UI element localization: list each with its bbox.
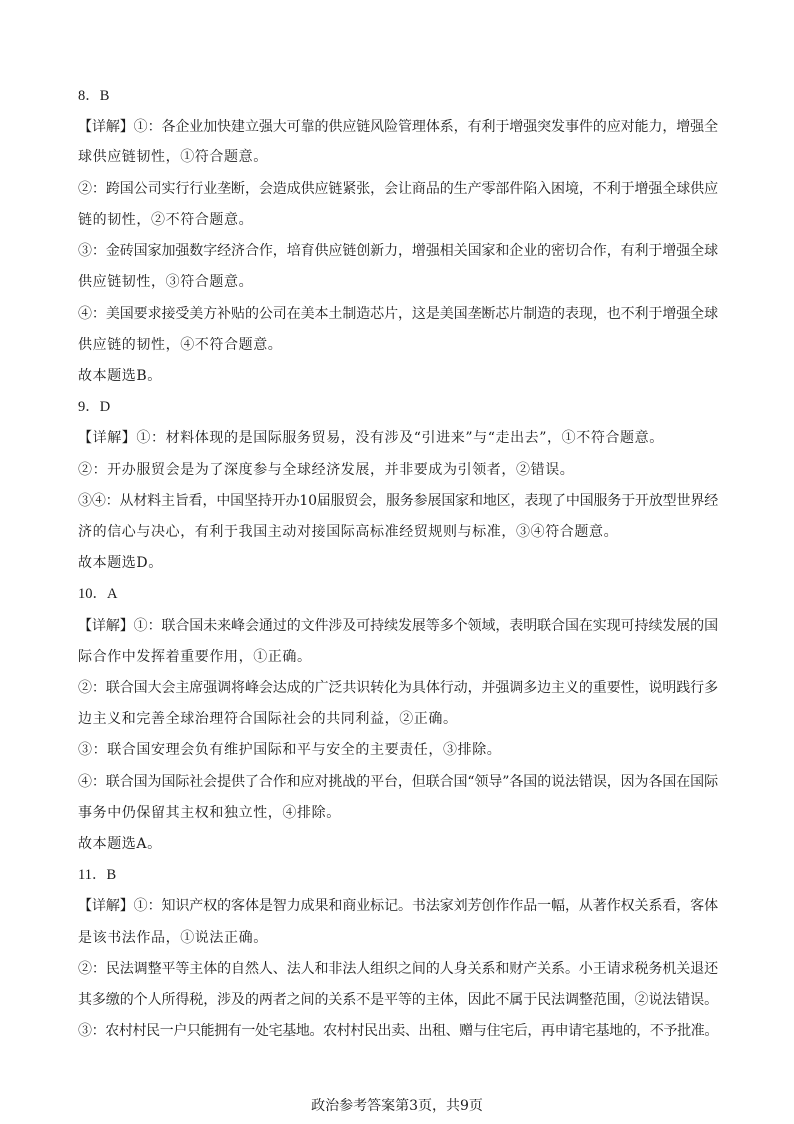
question-8-line-2: 球供应链韧性，①符合题意。 bbox=[78, 149, 268, 165]
question-8-line-4: 链的韧性，②不符合题意。 bbox=[78, 212, 254, 228]
question-10-line-2: 际合作中发挥着重要作用，①正确。 bbox=[78, 649, 312, 665]
question-10-line-7: 事务中仍保留其主权和独立性，④排除。 bbox=[78, 805, 341, 821]
question-8-line-7: ④：美国要求接受美方补贴的公司在美本土制造芯片，这是美国垄断芯片制造的表现，也不利于增强全球 bbox=[78, 306, 718, 322]
question-10-line-5: ③：联合国安理会负有维护国际和平与安全的主要责任，③排除。 bbox=[78, 742, 502, 758]
question-9-line-1: 【详解】①：材料体现的是国际服务贸易，没有涉及“引进来”与“走出去”，①不符合题意。 bbox=[78, 430, 664, 446]
question-10-line-1: 【详解】①：联合国未来峰会通过的文件涉及可持续发展等多个领域，表明联合国在实现可持续发展的国 bbox=[78, 618, 718, 634]
question-8-number: 8．B bbox=[78, 88, 110, 104]
question-9-line-4: 济的信心与决心，有利于我国主动对接国际高标准经贸规则与标准，③④符合题意。 bbox=[78, 524, 619, 540]
question-11-line-1: 【详解】①：知识产权的客体是智力成果和商业标记。书法家刘芳创作作品一幅，从著作权关系看，客体 bbox=[78, 898, 718, 914]
question-9-number: 9．D bbox=[78, 399, 111, 415]
question-11-line-4: 其多缴的个人所得税，涉及的两者之间的关系不是平等的主体，因此不属于民法调整范围，②说法错误。 bbox=[78, 992, 718, 1008]
question-10-line-3: ②：联合国大会主席强调将峰会达成的广泛共识转化为具体行动，并强调多边主义的重要性，说明践行多 bbox=[78, 680, 718, 696]
question-10-conclusion: 故本题选A。 bbox=[78, 836, 162, 852]
question-11-line-3: ②：民法调整平等主体的自然人、法人和非法人组织之间的人身关系和财产关系。小王请求税务机关退还 bbox=[78, 961, 718, 977]
question-8-line-1: 【详解】①：各企业加快建立强大可靠的供应链风险管理体系，有利于增强突发事件的应对能力，增强全 bbox=[78, 119, 718, 135]
question-9-conclusion: 故本题选D。 bbox=[78, 555, 163, 571]
question-10-line-4: 边主义和完善全球治理符合国际社会的共同利益，②正确。 bbox=[78, 711, 458, 727]
question-9-line-2: ②：开办服贸会是为了深度参与全球经济发展，并非要成为引领者，②错误。 bbox=[78, 462, 575, 478]
question-8-line-8: 供应链的韧性，④不符合题意。 bbox=[78, 337, 283, 353]
question-11-line-5: ③：农村村民一户只能拥有一处宅基地。农村村民出卖、出租、赠与住宅后，再申请宅基地的，不予批准。 bbox=[78, 1023, 718, 1039]
question-11-number: 11．B bbox=[78, 867, 117, 883]
question-10-number: 10．A bbox=[78, 586, 118, 602]
question-10-line-6: ④：联合国为国际社会提供了合作和应对挑战的平台，但联合国“领导”各国的说法错误，因为各国在国际 bbox=[78, 774, 718, 790]
question-8-conclusion: 故本题选B。 bbox=[78, 368, 162, 384]
page-footer: 政治参考答案第3页，共9页 bbox=[311, 1098, 483, 1114]
question-8-line-6: 供应链韧性，③符合题意。 bbox=[78, 274, 254, 290]
question-8-line-3: ②：跨国公司实行行业垄断，会造成供应链紧张，会让商品的生产零部件陷入困境，不利于增强全球供应 bbox=[78, 181, 718, 197]
question-11-line-2: 是该书法作品，①说法正确。 bbox=[78, 930, 268, 946]
question-8-line-5: ③：金砖国家加强数字经济合作，培育供应链创新力，增强相关国家和企业的密切合作，有利于增强全球 bbox=[78, 243, 718, 259]
question-9-line-3: ③④：从材料主旨看，中国坚持开办10届服贸会，服务参展国家和地区，表现了中国服务于开放型世界经 bbox=[78, 493, 718, 509]
